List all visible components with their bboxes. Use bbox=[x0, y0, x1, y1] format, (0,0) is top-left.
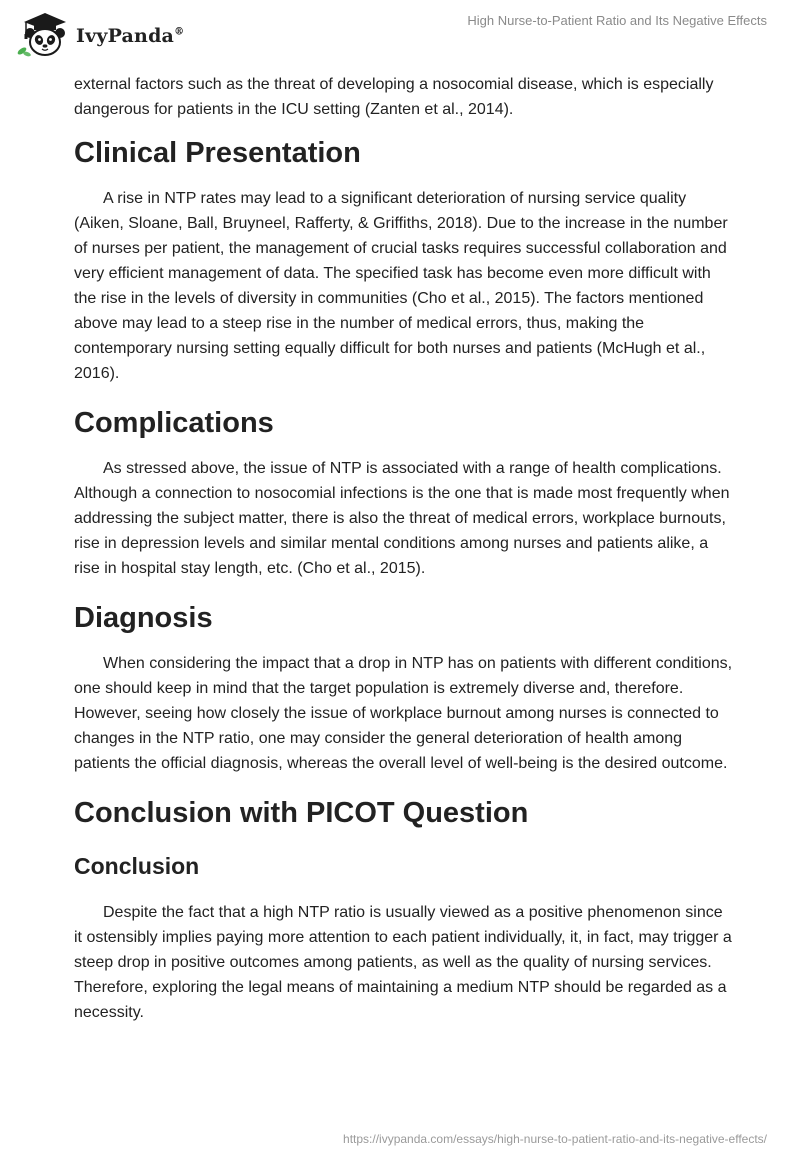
brand-name: IvyPanda® bbox=[76, 25, 185, 47]
section-heading-complications: Complications bbox=[74, 407, 274, 439]
panda-mascot-icon bbox=[14, 9, 72, 59]
section-heading-conclusion-picot: Conclusion with PICOT Question bbox=[74, 797, 529, 829]
clinical-presentation-paragraph: A rise in NTP rates may lead to a significant deterioration of nursing service quality (Aiken, Sloane, Ball, Bruyneel, Rafferty, & Griffiths, 2018). Due to the increase in the number of nurses per patient, the management of crucial tasks requires successful collaboration and very efficient management of data. The specified task has become even more difficult with the rise in the levels of diversity in communities (Cho et al., 2015). The factors mentioned above may lead to a steep rise in the number of medical errors, thus, making the contemporary nursing setting equally difficult for both nurses and patients (McHugh et al., 2016). bbox=[74, 190, 728, 382]
footer-source-url[interactable]: https://ivypanda.com/essays/high-nurse-to-patient-ratio-and-its-negative-effects/ bbox=[343, 1132, 767, 1146]
page-header bbox=[0, 0, 800, 70]
subheading-conclusion: Conclusion bbox=[74, 853, 200, 879]
complications-paragraph: As stressed above, the issue of NTP is associated with a range of health complications. Although a connection to nosocomial infections is the one that is made most frequently when addressing the subject matter, there is also the threat of medical errors, workplace burnouts, rise in depression levels and similar mental conditions among nurses and patients alike, a rise in hospital stay length, etc. (Cho et al., 2015). bbox=[74, 460, 730, 577]
diagnosis-paragraph: When considering the impact that a drop in NTP has on patients with different conditions, one should keep in mind that the target population is extremely diverse and, therefore. However, seeing how closely the issue of workplace burnout among nurses is connected to changes in the NTP ratio, one may consider the general deterioration of health among patients the official diagnosis, whereas the overall level of well-being is the desired outcome. bbox=[74, 655, 733, 772]
intro-paragraph: external factors such as the threat of developing a nosocomial disease, which is especially dangerous for patients in the ICU setting (Zanten et al., 2014). bbox=[74, 76, 714, 118]
essay-body bbox=[74, 72, 734, 1025]
section-heading-diagnosis: Diagnosis bbox=[74, 602, 213, 634]
conclusion-paragraph: Despite the fact that a high NTP ratio is usually viewed as a positive phenomenon since it ostensibly implies paying more attention to each patient individually, it, in fact, may trigger a steep drop in positive outcomes among patients, as well as the quality of nursing services. Therefore, exploring the legal means of maintaining a medium NTP should be regarded as a necessity. bbox=[74, 904, 732, 1021]
document-title: High Nurse-to-Patient Ratio and Its Negative Effects bbox=[467, 13, 767, 28]
ivypanda-logo[interactable] bbox=[14, 9, 184, 59]
section-heading-clinical-presentation: Clinical Presentation bbox=[74, 137, 361, 169]
